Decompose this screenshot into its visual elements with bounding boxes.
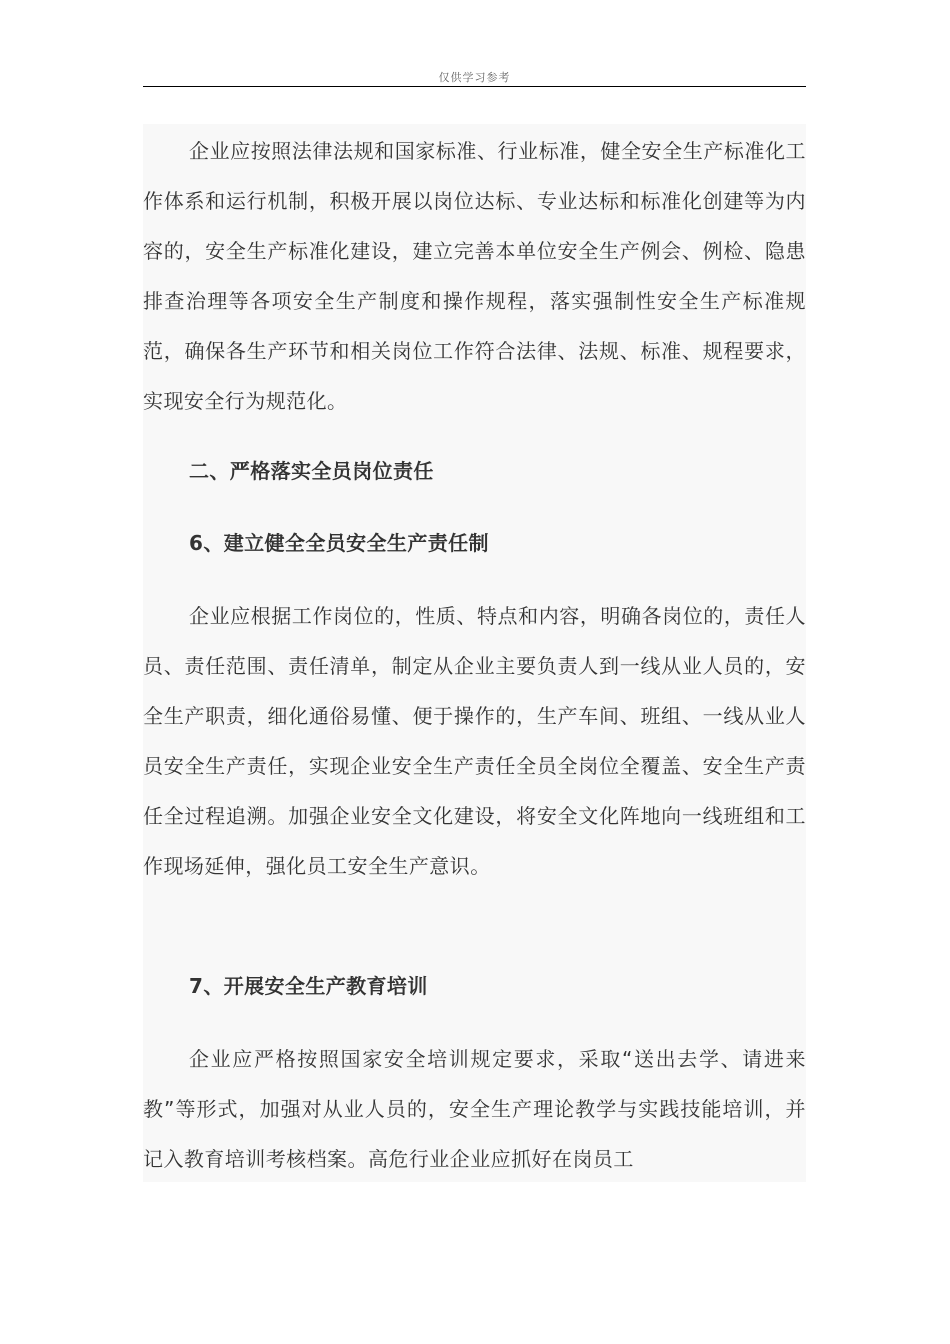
document-body	[143, 124, 806, 1182]
paragraph-standardization: 企业应按照法律法规和国家标准、行业标准，健全安全生产标准化工作体系和运行机制，积极开展以岗位达标、专业达标和标准化创建等为内容的，安全生产标准化建设，建立完善本单位安全生产例会、例检、隐患排查治理等各项安全生产制度和操作规程，落实强制性安全生产标准规范，确保各生产环节和相关岗位工作符合法律、法规、标准、规程要求，实现安全行为规范化。	[143, 139, 806, 413]
section-heading-2: 二、严格落实全员岗位责任	[189, 459, 434, 483]
header-text: 仅供学习参考	[438, 71, 511, 84]
subsection-heading-6: 6、建立健全全员安全生产责任制	[189, 531, 489, 555]
paragraph-training: 企业应严格按照国家安全培训规定要求，采取“送出去学、请进来教”等形式，加强对从业人员的，安全生产理论教学与实践技能培训，并记入教育培训考核档案。高危行业企业应抓好在岗员工	[143, 1047, 806, 1171]
page-header	[143, 66, 806, 87]
paragraph-responsibility: 企业应根据工作岗位的，性质、特点和内容，明确各岗位的，责任人员、责任范围、责任清单，制定从企业主要负责人到一线从业人员的，安全生产职责，细化通俗易懂、便于操作的，生产车间、班组、一线从业人员安全生产责任，实现企业安全生产责任全员全岗位全覆盖、安全生产责任全过程追溯。加强企业安全文化建设，将安全文化阵地向一线班组和工作现场延伸，强化员工安全生产意识。	[143, 604, 806, 878]
subsection-heading-7: 7、开展安全生产教育培训	[189, 974, 428, 998]
